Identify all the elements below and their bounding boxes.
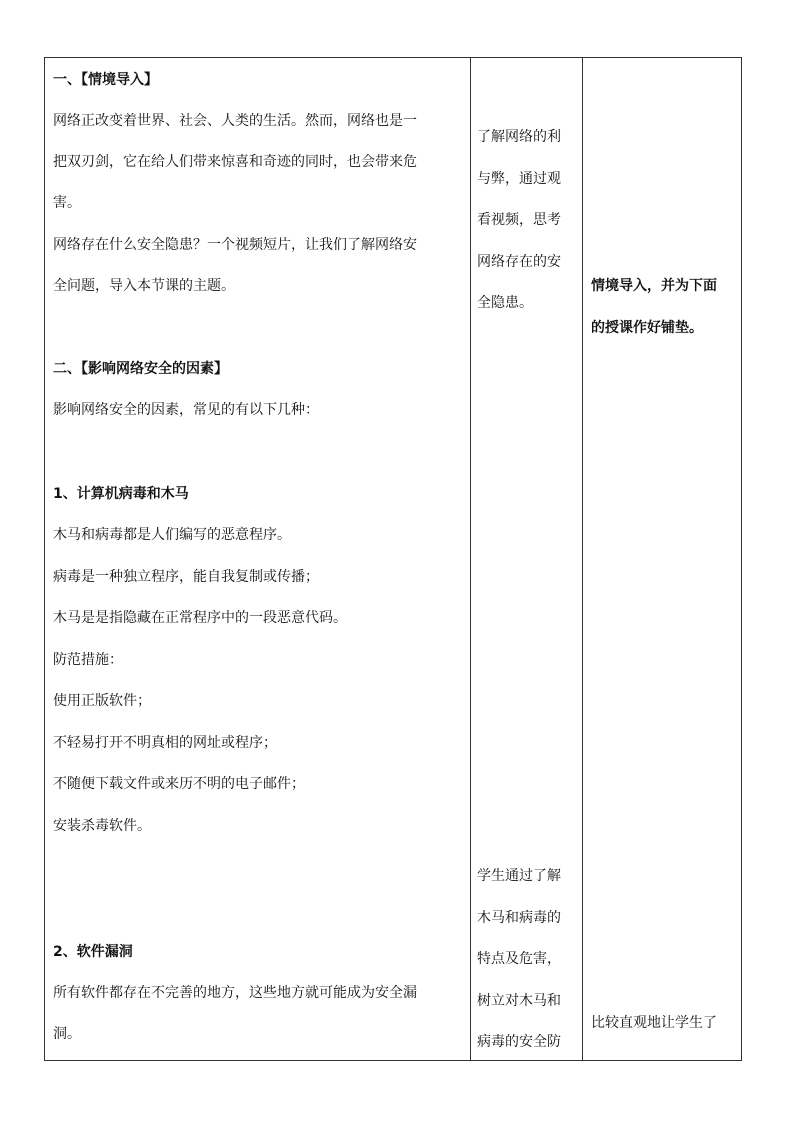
paragraph-line: 影响网络安全的因素，常见的有以下几种： [53,402,319,418]
paragraph-line: 防范措施： [53,652,123,668]
paragraph-line: 害。 [53,195,81,211]
section-heading: 二、【影响网络安全的因素】 [53,361,228,377]
paragraph-line: 全问题，导入本节课的主题。 [53,278,235,294]
activity-line: 树立对木马和 [477,993,561,1009]
list-item: 不轻易打开不明真相的网址或程序； [53,735,277,751]
teaching-content-cell [45,58,470,1060]
activity-line: 病毒的安全防 [477,1034,561,1050]
intent-line: 的授课作好铺垫。 [591,320,703,336]
paragraph-line: 网络存在什么安全隐患？一个视频短片，让我们了解网络安 [53,237,417,253]
intent-line: 比较直观地让学生了 [591,1015,717,1031]
activity-line: 网络存在的安 [477,254,561,270]
list-item: 安装杀毒软件。 [53,818,151,834]
lesson-plan-table [44,57,742,1061]
activity-line: 了解网络的利 [477,129,561,145]
activity-line: 全隐患。 [477,295,533,311]
paragraph-line: 洞。 [53,1026,81,1042]
paragraph-line: 病毒是一种独立程序，能自我复制或传播； [53,569,319,585]
student-activity-cell [471,58,582,1060]
paragraph-line: 所有软件都存在不完善的地方，这些地方就可能成为安全漏 [53,985,417,1001]
paragraph-line: 把双刃剑，它在给人们带来惊喜和奇迹的同时，也会带来危 [53,154,417,170]
intent-line: 情境导入，并为下面 [591,278,717,294]
paragraph-line: 木马是是指隐藏在正常程序中的一段恶意代码。 [53,610,347,626]
section-heading: 一、【情境导入】 [53,72,158,88]
subsection-heading: 1、计算机病毒和木马 [53,486,189,502]
list-item: 使用正版软件； [53,693,151,709]
design-intent-cell [583,58,741,1060]
activity-line: 木马和病毒的 [477,910,561,926]
subsection-heading: 2、软件漏洞 [53,944,133,960]
activity-line: 看视频，思考 [477,212,561,228]
activity-line: 与弊，通过观 [477,171,561,187]
activity-line: 特点及危害， [477,951,561,967]
list-item: 不随便下载文件或来历不明的电子邮件； [53,776,305,792]
paragraph-line: 网络正改变着世界、社会、人类的生活。然而，网络也是一 [53,113,417,129]
paragraph-line: 木马和病毒都是人们编写的恶意程序。 [53,527,291,543]
activity-line: 学生通过了解 [477,868,561,884]
